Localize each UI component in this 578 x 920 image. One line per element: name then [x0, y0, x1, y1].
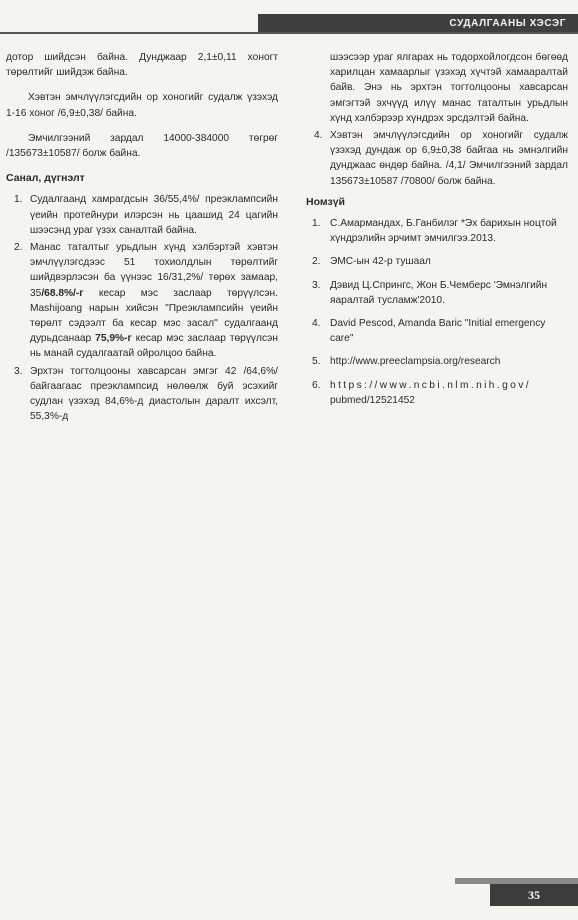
reference-text: Дэвид Ц.Спрингс, Жон Б.Чемберс 'Эмнэлгийн яаралтай тусламж'2010.	[330, 279, 548, 306]
section-header	[258, 14, 578, 33]
reference-item	[306, 254, 568, 269]
reference-text: David Pescod, Amanda Baric "Initial emergency care"	[330, 318, 546, 345]
reference-link[interactable]: http://www.preeclampsia.org/research	[330, 356, 501, 368]
list-item	[6, 364, 278, 425]
item-text: Манас таталтыг урьдлын хүнд хэлбэртэй хэвтэн эмчлүүлэгсдээс 51 тохиолдлын төрөлтийг шийдвэрлэсэн ба үүнээс 16/31,2%/ төрөх замаар, 35	[30, 242, 278, 299]
references-list	[306, 216, 568, 408]
item-text: кесар мэс заслаар төрүүлсэн. Mashijoang нарын хийсэн "Преэклампсийн үеийн төрөлт сэдээлт ба кесар мэс засал" судалгаанд дурьдсанаар	[30, 287, 278, 345]
reference-text: ЭМС-ын 42-р тушаал	[330, 256, 431, 268]
list-item	[6, 192, 278, 238]
reference-number: 3.	[312, 279, 321, 291]
page-number: 35	[528, 887, 540, 902]
item-bold-text: 75,9%-г	[95, 333, 132, 345]
reference-link[interactable]: pubmed/12521452	[330, 394, 415, 406]
reference-number: 4.	[312, 318, 321, 330]
reference-number: 2.	[312, 256, 321, 268]
item-text: кесар мэс заслаар төрүүлсэн нь манай судалгаатай ойролцоо байна.	[30, 333, 278, 360]
item-number: 2.	[14, 242, 23, 254]
item-text: Судалгаанд хамрагдсын 36/55,4%/ преэклампсийн үеийн протейнури илэрсэн нь цаашид 24 цагийн шээсэнд ураг үзэх саналтай байна.	[30, 194, 278, 236]
item-number: 1.	[14, 194, 23, 206]
header-rule	[0, 32, 578, 34]
item-text: Хэвтэн эмчлүүлэгсдийн ор хоногийг судалж үзэхэд дундаж ор 6,9±0,38 байгаа нь эмнэлгийн дунджаас өндөр байна. /4,1/ Эмчилгээний зардал 135673±10587 /70800/ болж байна.	[330, 130, 568, 187]
item-text: Эрхтэн тогтолцооны хавсарсан эмгэг 42 /64,6%/ байгаагаас преэклампсид нөлөөлж буй эсэхийг судлан үзэхэд 84,6%-д диастолын даралт ихсэлт, 55,3%-д	[30, 365, 278, 423]
reference-number: 1.	[312, 218, 321, 230]
reference-item	[306, 316, 568, 346]
reference-item	[306, 354, 568, 369]
reference-text: С.Амармандах, Б.Ганбилэг *Эх барихын ноцтой хүндрэлийн эрчимт эмчилгээ.2013.	[330, 218, 557, 245]
list-item	[6, 240, 278, 362]
paragraph: Хэвтэн эмчлүүлэгсдийн ор хоногийг судалж үзэхэд 1-16 хоног /6,9±0,38/ байна.	[6, 92, 278, 119]
paragraph: дотор шийдсэн байна. Дунджаар 2,1±0,11 хоногт төрөлтийг шийдэж байна.	[6, 52, 278, 79]
paragraph: Эмчилгээний зардал 14000-384000 төгрөг /135673±10587/ болж байна.	[6, 132, 278, 160]
item-text: шээсээр ураг ялгарах нь тодорхойлогдсон бөгөөд харилцан хамаарлыг үзэхэд хүчтэй хамааралтай байв. Энэ нь эрхтэн тогтолцооны хавсарсан эмгэгтэй эхчүүд илүү манас таталтын урьдлын хүнд хэлбэрээр хүндрэх эрсдэлтэй байна.	[330, 52, 568, 124]
references-heading: Номзүй	[306, 195, 346, 208]
reference-number: 5.	[312, 356, 321, 368]
reference-item	[306, 216, 568, 246]
item-bold-text: /68.8%/-г	[41, 287, 84, 299]
item-number: 3.	[14, 365, 23, 377]
conclusion-list-continued	[306, 50, 568, 189]
right-column	[306, 50, 568, 416]
reference-item	[306, 278, 568, 308]
page-number-box	[490, 884, 578, 906]
conclusion-heading: Санал, дүгнэлт	[6, 172, 85, 185]
left-column	[6, 50, 278, 426]
section-title: СУДАЛГААНЫ ХЭСЭГ	[449, 18, 566, 29]
list-item-continued	[306, 50, 568, 126]
reference-number: 6.	[312, 379, 321, 391]
list-item	[306, 128, 568, 189]
item-number: 4.	[314, 130, 323, 142]
conclusion-list	[6, 192, 278, 424]
reference-link[interactable]: https://www.ncbi.nlm.nih.gov/	[330, 379, 531, 391]
reference-item	[306, 378, 568, 408]
